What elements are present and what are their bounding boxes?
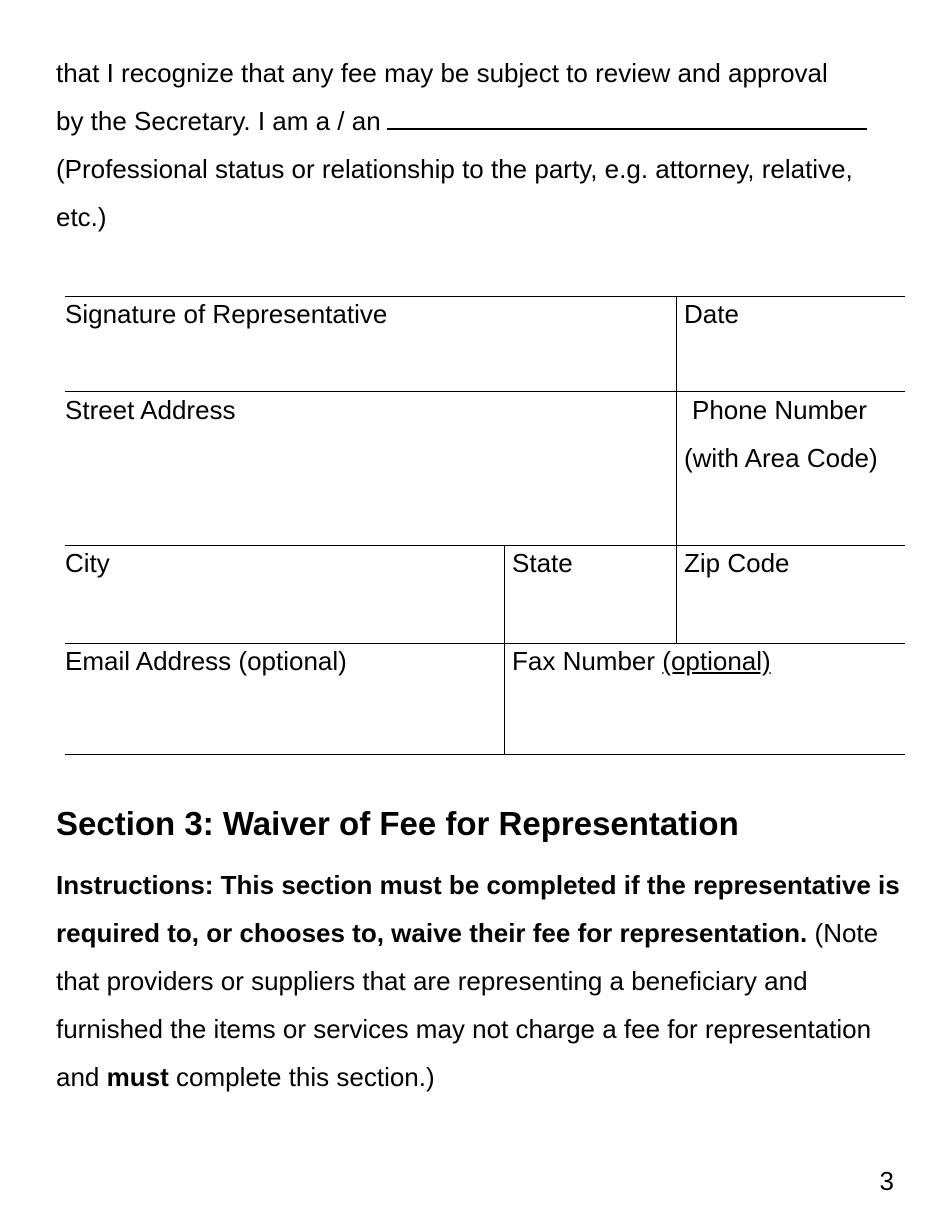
section-3-title: Section 3: Waiver of Fee for Representation	[56, 805, 739, 842]
zip-code-field[interactable]	[684, 539, 904, 639]
section-3-instructions	[56, 861, 906, 1101]
fax-optional-label: (optional)	[662, 646, 771, 676]
instructions-note-must: must	[106, 1062, 169, 1092]
state-field[interactable]	[512, 539, 672, 639]
street-address-field[interactable]	[65, 386, 665, 541]
city-field[interactable]	[65, 539, 495, 639]
date-label: Date	[684, 299, 739, 329]
professional-status-field[interactable]	[387, 98, 867, 130]
professional-status-note: (Professional status or relationship to the party, e.g. attorney, relative, etc.)	[56, 154, 853, 232]
phone-label-line-1: Phone Number	[692, 395, 867, 425]
instructions-note-part-2: complete this section.)	[175, 1062, 435, 1092]
signature-field[interactable]	[65, 290, 665, 390]
email-address-field[interactable]	[65, 637, 495, 749]
date-field[interactable]	[684, 290, 904, 390]
form-divider-date	[676, 296, 677, 643]
intro-line-2: by the Secretary. I am a / an	[56, 106, 381, 136]
intro-paragraph	[56, 49, 906, 241]
intro-line-1: that I recognize that any fee may be subject to review and approval	[56, 58, 828, 88]
form-divider-state	[504, 545, 505, 754]
page-number: 3	[879, 1166, 894, 1196]
signature-label: Signature of Representative	[65, 299, 388, 329]
email-address-label: Email Address (optional)	[65, 646, 347, 676]
instructions-bold-text: Instructions: This section must be completed if the representative is required to, or chooses to, waive their fee for representation.	[56, 870, 900, 948]
phone-number-field[interactable]	[684, 386, 904, 541]
street-address-label: Street Address	[65, 395, 236, 425]
city-label: City	[65, 548, 110, 578]
fax-number-label: Fax Number	[512, 646, 656, 676]
form-bottom-rule	[65, 754, 905, 755]
instructions-note-part-1: (Note that providers or suppliers that are representing a beneficiary and furnished the items or services may not charge a fee for representation and	[56, 918, 879, 1092]
state-label: State	[512, 548, 573, 578]
zip-code-label: Zip Code	[684, 548, 790, 578]
phone-label-line-2: (with Area Code)	[684, 443, 878, 473]
fax-number-field[interactable]	[512, 637, 902, 749]
